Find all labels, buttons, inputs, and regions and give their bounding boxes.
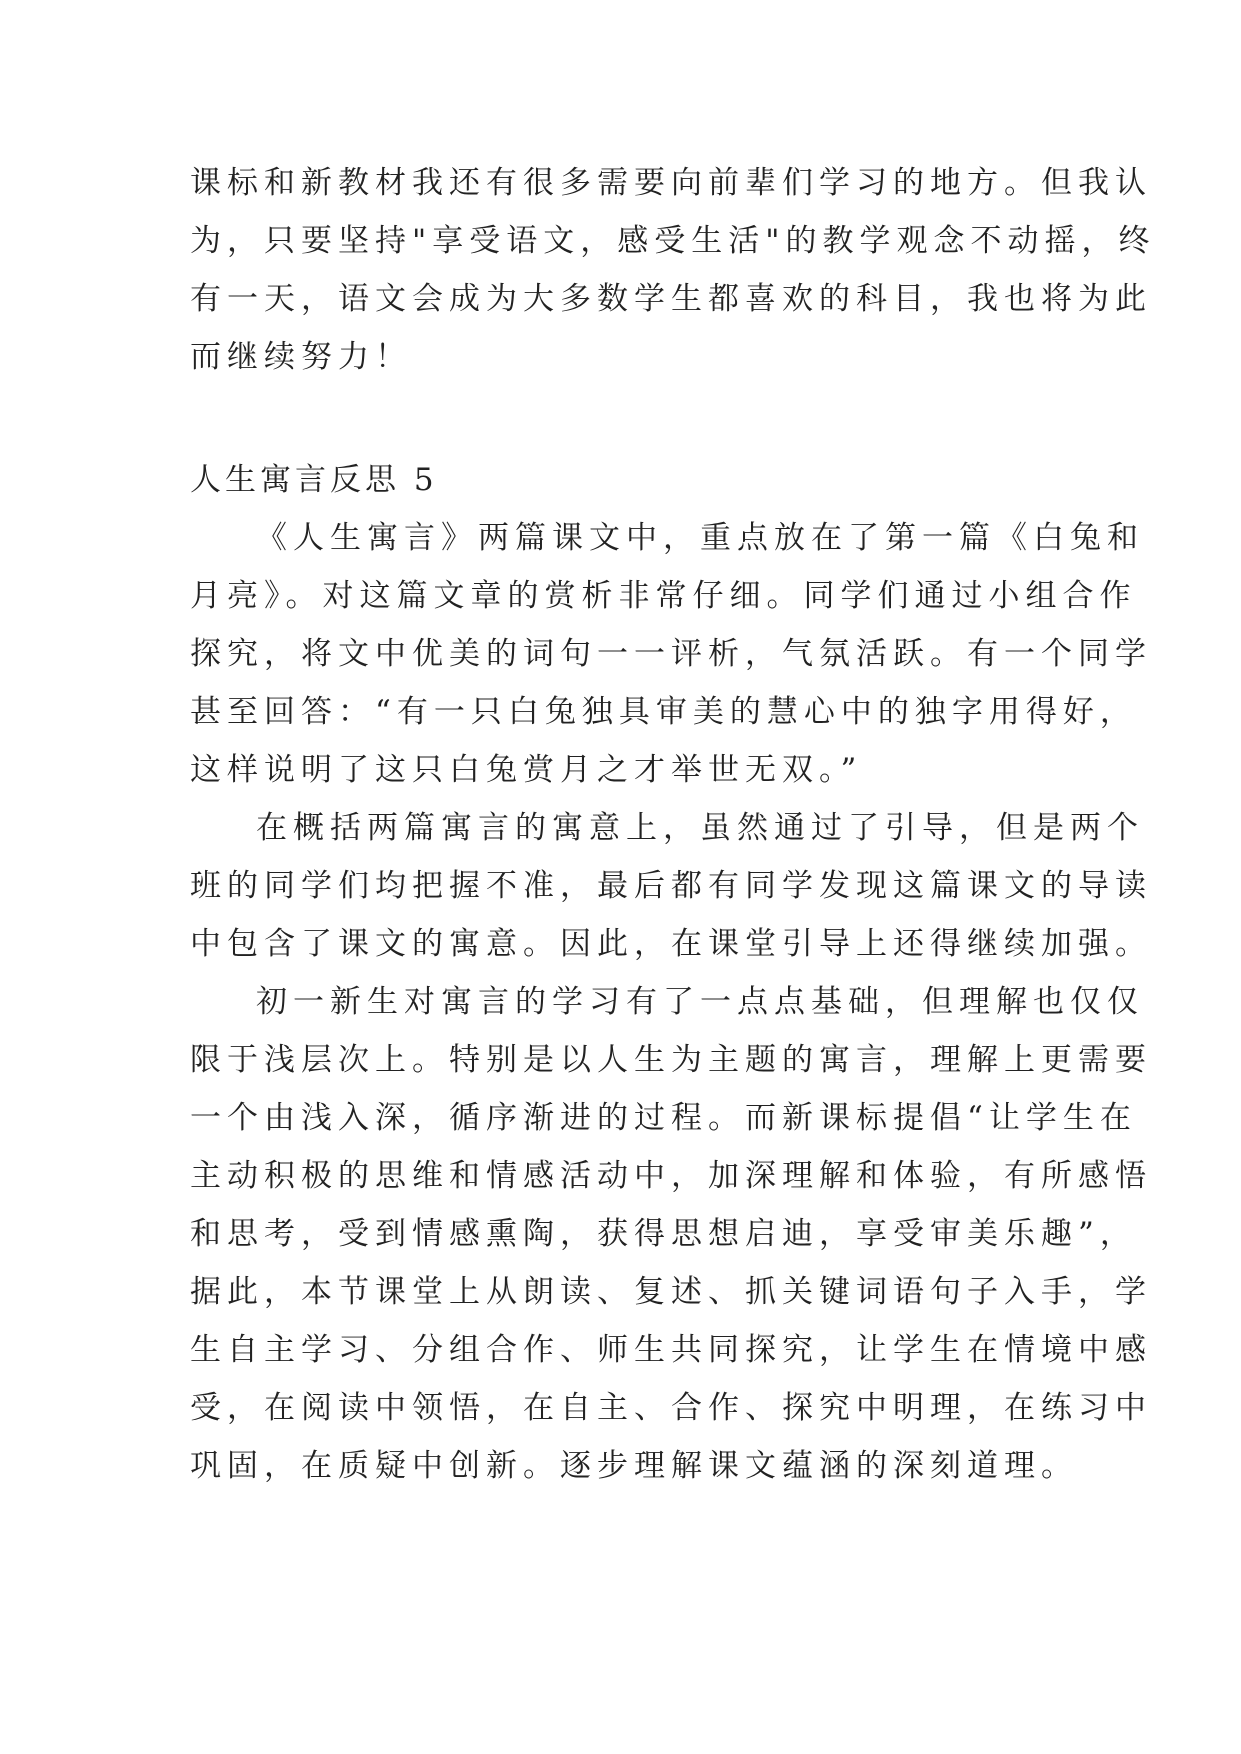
text-line: 一个由浅入深，循序渐进的过程。而新课标提倡“让学生在: [190, 1100, 1137, 1136]
text-line: 而继续努力！: [190, 339, 412, 375]
text-line: 据此，本节课堂上从朗读、复述、抓关键词语句子入手，学: [190, 1274, 1152, 1310]
text-line: 这样说明了这只白兔赏月之才举世无双。”: [190, 752, 863, 788]
text-line: 为，只要坚持"享受语文，感受生活"的教学观念不动摇，终: [190, 223, 1156, 259]
text-line: 《人生寓言》两篇课文中，重点放在了第一篇《白兔和: [256, 520, 1144, 556]
paragraph-3: [190, 973, 1152, 1495]
text-line: 有一天，语文会成为大多数学生都喜欢的科目，我也将为此: [190, 281, 1152, 317]
section-title: 人生寓言反思 5: [190, 462, 438, 498]
text-line: 生自主学习、分组合作、师生共同探究，让学生在情境中感: [190, 1332, 1152, 1368]
text-line: 课标和新教材我还有很多需要向前辈们学习的地方。但我认: [190, 165, 1152, 201]
text-line: 主动积极的思维和情感活动中，加深理解和体验，有所感悟: [190, 1158, 1152, 1194]
text-line: 探究，将文中优美的词句一一评析，气氛活跃。有一个同学: [190, 636, 1152, 672]
text-line: 受，在阅读中领悟，在自主、合作、探究中明理，在练习中: [190, 1390, 1152, 1426]
text-line: 月亮》。对这篇文章的赏析非常仔细。同学们通过小组合作: [190, 578, 1137, 614]
paragraph-2: [190, 799, 1152, 973]
reflection-section: [190, 451, 1152, 1495]
text-line: 在概括两篇寓言的寓意上，虽然通过了引导，但是两个: [256, 810, 1144, 846]
text-line: 和思考，受到情感熏陶，获得思想启迪，享受审美乐趣”，: [190, 1216, 1137, 1252]
text-line: 班的同学们均把握不准，最后都有同学发现这篇课文的导读: [190, 868, 1152, 904]
continued-paragraph: [190, 154, 1156, 386]
text-line: 巩固，在质疑中创新。逐步理解课文蕴涵的深刻道理。: [190, 1448, 1078, 1484]
text-line: 限于浅层次上。特别是以人生为主题的寓言，理解上更需要: [190, 1042, 1152, 1078]
text-line: 初一新生对寓言的学习有了一点点基础，但理解也仅仅: [256, 984, 1144, 1020]
paragraph-1: [190, 509, 1152, 799]
text-line: 甚至回答：“有一只白兔独具审美的慧心中的独字用得好，: [190, 694, 1137, 730]
text-line: 中包含了课文的寓意。因此，在课堂引导上还得继续加强。: [190, 926, 1152, 962]
